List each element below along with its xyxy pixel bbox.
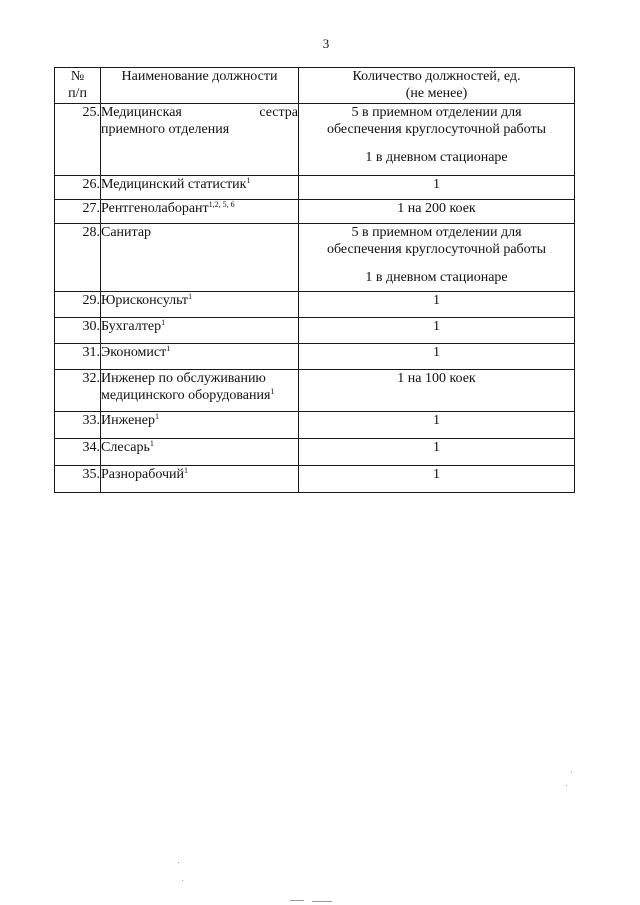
- table-row: [55, 318, 575, 344]
- footnote-ref: 1: [161, 318, 166, 327]
- position-name: [101, 370, 299, 412]
- quantity-line1: 5 в приемном отделении для: [351, 225, 522, 240]
- table-row: [55, 370, 575, 412]
- staff-positions-table: [54, 67, 575, 493]
- table-row: [55, 292, 575, 318]
- table-row: [55, 224, 575, 292]
- position-name-line1: Инженер по обслуживанию: [101, 371, 266, 386]
- row-number: 34.: [55, 439, 101, 466]
- position-name: [101, 224, 299, 292]
- footnote-ref: 1: [184, 466, 189, 475]
- scan-speck: [566, 785, 567, 786]
- footnote-ref: 1: [246, 176, 251, 185]
- row-number: 31.: [55, 344, 101, 370]
- footnote-ref: 1: [270, 387, 275, 396]
- row-number: 30.: [55, 318, 101, 344]
- header-quantity-line2: (не менее): [405, 86, 468, 101]
- position-quantity: 1 на 100 коек: [299, 370, 575, 412]
- table-row: [55, 200, 575, 224]
- position-name-text: Экономист: [101, 345, 167, 360]
- header-number: [55, 68, 101, 104]
- row-number: 33.: [55, 412, 101, 439]
- position-name-text: Юрисконсульт: [101, 293, 189, 308]
- table-row: [55, 439, 575, 466]
- quantity-line1: 5 в приемном отделении для: [351, 105, 522, 120]
- quantity-line2: обеспечения круглосуточной работы: [326, 122, 547, 137]
- page-number: 3: [322, 36, 330, 51]
- position-quantity: 1: [299, 439, 575, 466]
- quantity-line3: 1 в дневном стационаре: [365, 150, 508, 165]
- scan-speck: [290, 900, 304, 901]
- row-number: 26.: [55, 176, 101, 200]
- position-quantity: 1: [299, 292, 575, 318]
- position-name-text: Бухгалтер: [101, 319, 162, 334]
- row-number: 32.: [55, 370, 101, 412]
- scan-speck: [312, 901, 332, 902]
- position-quantity: 1: [299, 344, 575, 370]
- footnote-ref: 1,2, 5, 6: [208, 200, 235, 209]
- position-name: [101, 344, 299, 370]
- position-name: [101, 318, 299, 344]
- position-quantity: 1: [299, 176, 575, 200]
- position-quantity: 1 на 200 коек: [299, 200, 575, 224]
- position-name-text: Рентгенолаборант: [101, 201, 209, 216]
- position-quantity: 1: [299, 466, 575, 493]
- position-quantity: [299, 104, 575, 176]
- position-name-line2: приемного отделения: [101, 122, 230, 137]
- footnote-ref: 1: [188, 292, 193, 301]
- position-name: [101, 466, 299, 493]
- header-number-line1: №: [70, 69, 85, 84]
- position-name-text: Медицинский статистик: [101, 177, 247, 192]
- table-header-row: [55, 68, 575, 104]
- quantity-line3: 1 в дневном стационаре: [365, 270, 508, 285]
- table-row: [55, 176, 575, 200]
- scan-speck: [182, 880, 183, 881]
- row-number: 35.: [55, 466, 101, 493]
- position-quantity: [299, 224, 575, 292]
- position-quantity: 1: [299, 318, 575, 344]
- position-name-text: Санитар: [101, 225, 152, 240]
- row-number: 29.: [55, 292, 101, 318]
- position-name-text: Слесарь: [101, 440, 150, 455]
- position-name-text: Разнорабочий: [101, 467, 185, 482]
- header-quantity: [299, 68, 575, 104]
- header-position-name: Наименование должности: [101, 68, 299, 104]
- row-number: 27.: [55, 200, 101, 224]
- position-name: [101, 439, 299, 466]
- position-name: [101, 200, 299, 224]
- table-row: [55, 412, 575, 439]
- table-row: [55, 104, 575, 176]
- scan-speck: [571, 772, 572, 773]
- table-row: [55, 466, 575, 493]
- footnote-ref: 1: [155, 412, 160, 421]
- position-name: [101, 104, 299, 176]
- table-row: [55, 344, 575, 370]
- header-number-line2: п/п: [68, 86, 87, 101]
- header-quantity-line1: Количество должностей, ед.: [352, 69, 521, 84]
- position-name-text: Инженер: [101, 413, 156, 428]
- position-name-word2: сестра: [259, 105, 298, 120]
- footnote-ref: 1: [166, 344, 171, 353]
- position-name: [101, 292, 299, 318]
- position-name-line2: медицинского оборудования: [101, 388, 271, 403]
- position-name-word1: Медицинская: [101, 105, 182, 120]
- position-quantity: 1: [299, 412, 575, 439]
- quantity-line2: обеспечения круглосуточной работы: [326, 242, 547, 257]
- footnote-ref: 1: [149, 439, 154, 448]
- position-name: [101, 176, 299, 200]
- position-name: [101, 412, 299, 439]
- scan-speck: [178, 862, 179, 863]
- row-number: 28.: [55, 224, 101, 292]
- row-number: 25.: [55, 104, 101, 176]
